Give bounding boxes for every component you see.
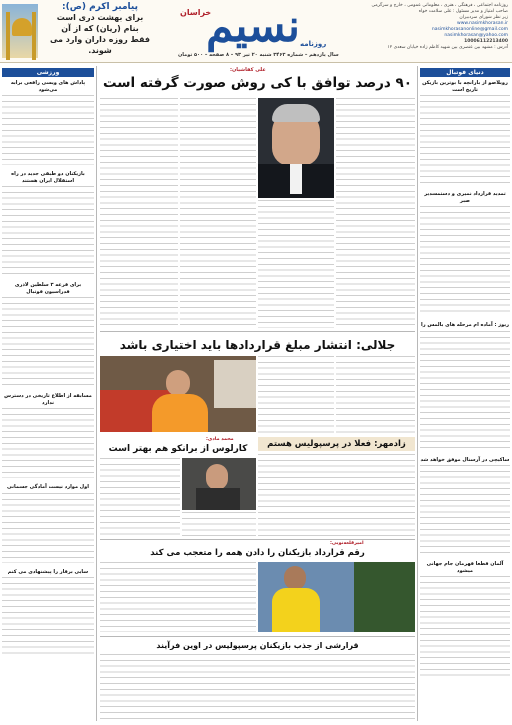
sms-number: 10006112213400 — [464, 39, 508, 44]
wall-shape — [214, 360, 256, 408]
face-shape — [166, 370, 190, 396]
article-text — [2, 577, 94, 657]
left-item-title: اول موارد نیست آمادگی جسمانی — [7, 484, 89, 490]
headline-contract: رقم قرارداد بازیکنان را دادن همه را متعجب می کند — [150, 548, 365, 558]
madi-photo — [182, 458, 256, 510]
main-kicker: علی کفاشیان: — [230, 67, 266, 73]
headline-jalali: جلالی: انتشار مبلغ قراردادها باید اختیاری باشد — [119, 338, 396, 352]
headline-zadmehr: زادمهر: فعلا در پرسپولیس هستم — [267, 439, 406, 449]
article-text — [180, 98, 256, 328]
article-text — [336, 98, 415, 328]
issue-line: سال یازدهم – شماره ۳۴۶۳ شنبه ۲۰ تیر ۹۳ – ۸ صفحه – ۵۰۰ تومان — [178, 52, 339, 58]
article-text — [100, 458, 180, 536]
right-item-title: آلمان قطعا قهرمان جام جهانی میشود — [426, 561, 504, 574]
header-line: صاحب امتیاز و مدیر مسئول : علی سلامت خواه — [418, 9, 508, 14]
article-text — [420, 206, 510, 316]
article-text — [258, 200, 334, 328]
article-text — [258, 454, 415, 536]
face-shape — [284, 566, 306, 590]
left-item-title: مسابقه از اطلاع تاریخی در دسترس ندارد — [4, 393, 92, 406]
section-head-world-football: دنیای فوتبال — [420, 68, 510, 77]
address: آدرس : مشهد بین عنصری بین شهید کاظم زاده خیابان سعدی ۱۲ — [387, 45, 508, 50]
minaret-shape — [32, 12, 36, 60]
hair-shape — [272, 104, 320, 122]
hadith-line: فقط روزه داران وارد می شوند. — [49, 35, 151, 55]
left-column — [2, 80, 94, 720]
article-text — [336, 356, 415, 434]
logo-sub: خراسان — [180, 8, 212, 17]
right-item-title: روبلاصو از بارانچه با بوترین بازیکن تاریخ است — [422, 80, 508, 93]
article-text — [100, 562, 256, 632]
jalali-photo — [100, 356, 256, 432]
article-text — [2, 408, 94, 478]
hadith-title: پیامبر اکرم (ص): — [62, 2, 138, 12]
face-shape — [206, 464, 228, 490]
newspaper-logo: نسیم — [205, 1, 301, 52]
article-text — [2, 186, 94, 276]
shirt-shape — [290, 164, 302, 194]
column-divider — [96, 66, 97, 721]
header-line: زیر نظر شورای سردبیران — [459, 15, 508, 20]
orange-shirt-shape — [152, 394, 208, 432]
headline5-kicker: امیرقلعه‌نویی: — [330, 541, 364, 546]
right-column — [420, 80, 510, 720]
article-text — [420, 331, 510, 451]
suit-shape — [196, 488, 240, 510]
article-text — [2, 297, 94, 387]
email-link[interactable]: nasimkhorasan@yahoo.com — [444, 33, 508, 38]
left-item-title: برای قرعه ۳ سلطین لاذری فدراسیون فوتبال — [14, 282, 82, 295]
player-photo — [258, 562, 415, 632]
hadith-line: برای بهشت دری است — [56, 13, 144, 22]
main-photo — [258, 98, 334, 198]
section-divider — [100, 636, 415, 637]
left-item-title: پاداش های ویسی رافعی برابه می‌شود — [10, 80, 86, 93]
article-text — [100, 98, 178, 328]
article-text — [2, 95, 94, 165]
background-shape — [354, 562, 415, 632]
shrine-image — [2, 4, 38, 58]
right-item-title: ساکیچی در آرسنال موفق خواهد شد — [420, 456, 510, 463]
article-text — [258, 356, 334, 434]
dome-shape — [12, 18, 32, 36]
left-item-title: سایی برقار را پیشنهادی می کنم — [7, 568, 89, 575]
main-headline: ۹۰ درصد توافق با کی روش صورت گرفته است — [102, 75, 413, 91]
article-text — [100, 654, 415, 720]
publisher-info — [343, 3, 508, 51]
section-divider — [100, 539, 415, 540]
section-divider — [100, 331, 415, 332]
paper-type: روزنامه — [300, 40, 327, 48]
article-text — [420, 95, 510, 185]
headline-carlos: کارلوس از برانکو هم بهتر است — [108, 444, 248, 454]
minaret-shape — [6, 12, 10, 60]
article-text — [420, 465, 510, 555]
left-item-title: بازیکنان دو طبقی جدید در راه استقلال ایران هستند — [11, 171, 85, 184]
website-link[interactable]: www.nasimkhorasan.ir — [457, 21, 508, 26]
column-divider — [417, 66, 418, 721]
email-link[interactable]: nasimkhorasanonline@gmail.com — [431, 27, 508, 32]
jersey-shape — [272, 588, 320, 632]
article-text — [420, 576, 510, 676]
right-item-title: ریوز : آماده ام مرحله های بالمس را — [421, 322, 509, 328]
header-line: روزنامه اجتماعی ، فرهنگی ، هنری ، معلوماتی عمومی ، خارج و سرگرمی — [371, 3, 508, 8]
headline3-kicker: محمد مادی: — [206, 437, 234, 442]
article-text — [2, 493, 94, 563]
headline-persepolis: قرارشی از جذب بازیکنان پرسپولیس در اوین فرآیند — [156, 641, 359, 650]
hadith-line: بنام (ریان) که از آن — [61, 24, 139, 33]
right-item-title: تمدید قرارداد نمیری و دستمسدیر صبر — [424, 191, 506, 204]
hadith-box — [40, 2, 160, 60]
article-text — [182, 512, 256, 536]
section-head-sports: ورزشی — [2, 68, 94, 77]
